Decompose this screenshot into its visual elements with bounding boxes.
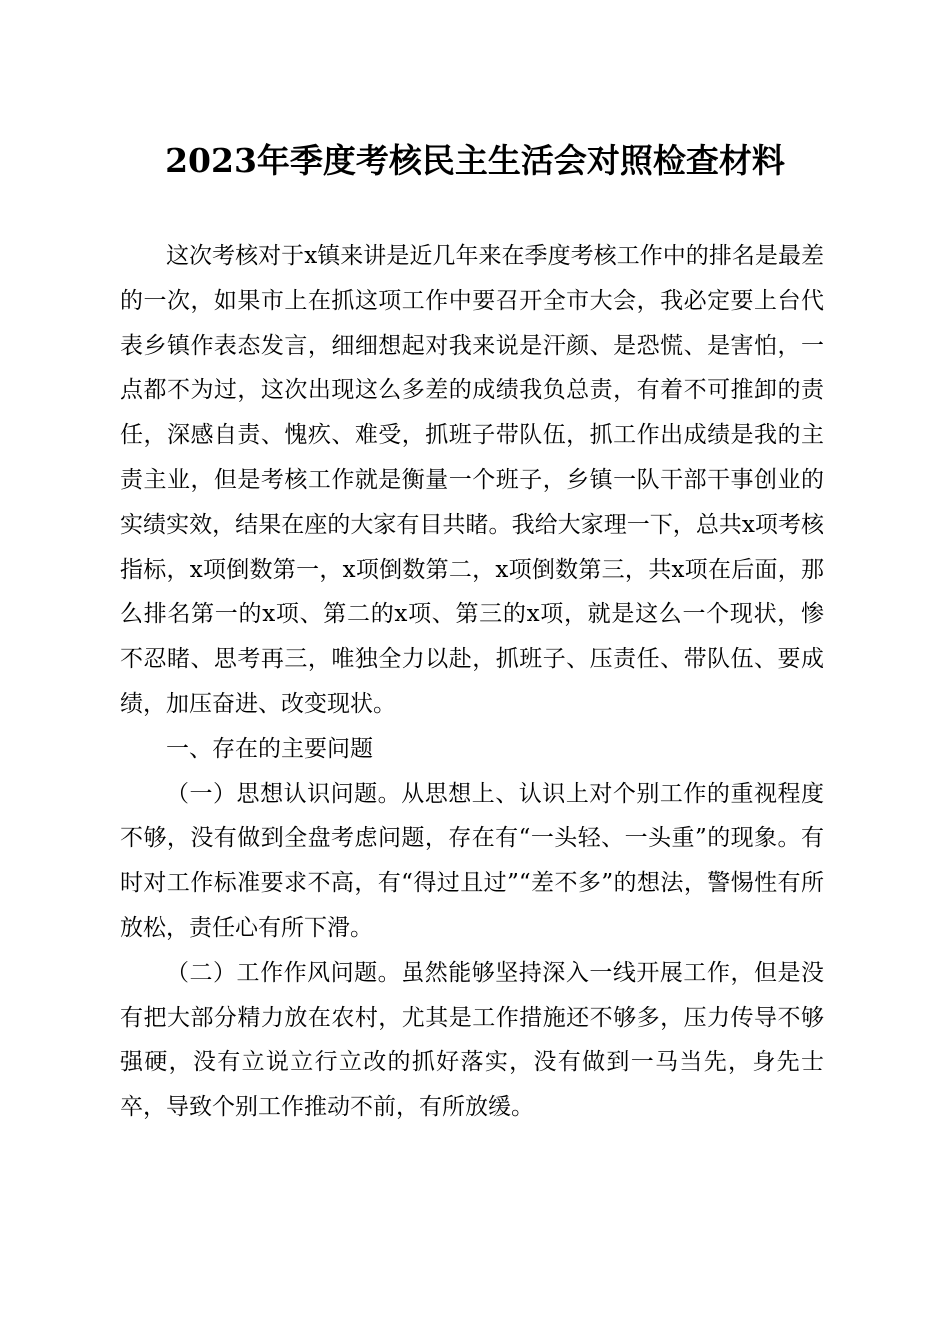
- item-2-label: （二）工作作风问题。: [166, 959, 402, 986]
- document-body: [120, 234, 824, 1130]
- intro-paragraph: 这次考核对于x镇来讲是近几年来在季度考核工作中的排名是最差的一次，如果市上在抓这项工作中要召开全市大会，我必定要上台代表乡镇作表态发言，细细想起对我来说是汗颜、是恐慌、是害怕，一点都不为过，这次出现这么多差的成绩我负总责，有着不可推卸的责任，深感自责、愧疚、难受，抓班子带队伍，抓工作出成绩是我的主责主业，但是考核工作就是衡量一个班子，乡镇一队干部干事创业的实绩实效，结果在座的大家有目共睹。我给大家理一下，总共x项考核指标，x项倒数第一，x项倒数第二，x项倒数第三，共x项在后面，那么排名第一的x项、第二的x项、第三的x项，就是这么一个现状，惨不忍睹、思考再三，唯独全力以赴，抓班子、压责任、带队伍、要成绩，加压奋进、改变现状。: [120, 243, 824, 717]
- item-2-paragraph: [120, 951, 824, 1130]
- section-heading: 一、存在的主要问题: [166, 735, 373, 762]
- item-1-text: 从思想上、认识上对个别工作的重视程度不够，没有做到全盘考虑问题，存在有“一头轻、一头重”的现象。有时对工作标准要求不高，有“得过且过”“差不多”的想法，警惕性有所放松，责任心有所下滑。: [120, 780, 825, 941]
- item-1-paragraph: [120, 772, 824, 951]
- item-2-text: 虽然能够坚持深入一线开展工作，但是没有把大部分精力放在农村，尤其是工作措施还不够多，压力传导不够强硬，没有立说立行立改的抓好落实，没有做到一马当先，身先士卒，导致个别工作推动不前，有所放缓。: [120, 959, 825, 1121]
- item-1-label: （一）思想认识问题。: [166, 780, 402, 807]
- document-title: 2023年季度考核民主生活会对照检查材料: [165, 141, 785, 180]
